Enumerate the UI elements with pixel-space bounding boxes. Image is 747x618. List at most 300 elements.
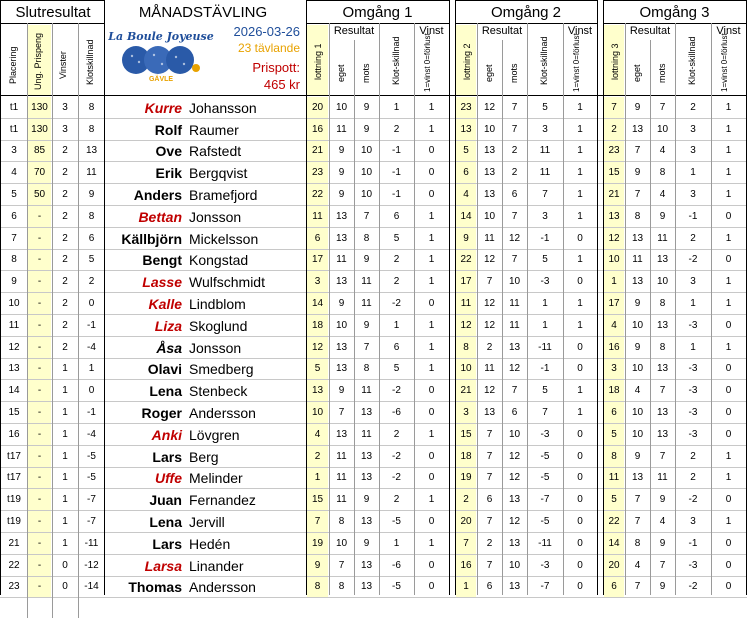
- wins-cell: 2: [62, 232, 68, 244]
- diff-cell: 13: [85, 145, 98, 157]
- round-3-klotskillnad-cell: 3: [690, 123, 696, 135]
- round-3-mots-cell: 8: [659, 298, 666, 310]
- round-3-mots-cell: 11: [657, 472, 668, 484]
- round-1-eget-cell: 13: [335, 341, 348, 353]
- round-3-vinst-cell: 0: [725, 254, 732, 266]
- wins-cell: 1: [62, 537, 68, 549]
- diff-cell: 6: [88, 232, 95, 244]
- round-3-vinst-cell: 1: [725, 276, 732, 288]
- round-3-eget-cell: 13: [631, 276, 644, 288]
- round-1-klotskillnad-cell: 1: [393, 537, 400, 549]
- round-3-lottning-cell: 5: [611, 428, 617, 440]
- prize-cell: -: [37, 298, 42, 310]
- round-2-eget-cell: 2: [486, 537, 493, 549]
- round-2-eget-cell: 7: [486, 559, 493, 571]
- round-2-klotskillnad-cell: 5: [542, 101, 548, 113]
- round-3-eget-cell: 13: [631, 232, 644, 244]
- round-1-vinst-cell: 1: [428, 537, 435, 549]
- round-1-vinst-cell: 1: [428, 319, 435, 331]
- round-1-eget-cell: 13: [335, 428, 348, 440]
- row-separator: [0, 161, 747, 162]
- round-2-mots-cell: 12: [508, 516, 521, 528]
- round-3-vinst-cell: 1: [725, 145, 732, 157]
- table-row: [0, 446, 747, 468]
- round-3-vinst-cell: 0: [725, 581, 732, 593]
- diff-cell: 8: [88, 101, 95, 113]
- row-separator: [0, 227, 747, 228]
- grid-line: [455, 0, 456, 595]
- table-row: [0, 468, 747, 490]
- round-2-mots-cell: 10: [508, 559, 521, 571]
- round-2-eget-cell: 7: [486, 472, 493, 484]
- round-2-mots-cell: 11: [509, 319, 520, 331]
- first-name: Åsa: [156, 339, 182, 356]
- round-2-lottning-cell: 18: [460, 450, 472, 462]
- round-2-vinst-cell: 0: [577, 363, 583, 375]
- round-3-klotskillnad-cell: -3: [688, 407, 698, 419]
- round-3-lottning-cell: 3: [611, 363, 617, 375]
- placement-cell: t1: [9, 123, 19, 135]
- table-row: [0, 206, 747, 228]
- round-2-eget-cell: 12: [483, 254, 496, 266]
- diff-cell: -5: [87, 472, 96, 484]
- first-name: Juan: [149, 492, 182, 509]
- round-3-vinst-cell: 1: [725, 232, 732, 244]
- round-2-head-resultat: Resultat: [481, 25, 523, 37]
- round-1-lottning-cell: 11: [312, 210, 323, 222]
- round-3-lottning-cell: 7: [611, 101, 617, 113]
- placement-cell: t19: [7, 494, 21, 506]
- placement-cell: 16: [8, 428, 20, 440]
- round-3-klotskillnad-cell: -2: [688, 254, 698, 266]
- table-row: [0, 555, 747, 577]
- round-2-vinst-cell: 1: [577, 254, 583, 266]
- round-3-eget-cell: 13: [631, 472, 644, 484]
- round-2-eget-cell: 12: [483, 298, 496, 310]
- first-name: Lars: [152, 535, 182, 552]
- round-1-eget-cell: 11: [336, 450, 347, 462]
- round-2-lottning-cell: 7: [463, 537, 469, 549]
- grid-line: [603, 0, 746, 1]
- first-name: Liza: [154, 317, 182, 334]
- round-2-lottning-cell: 6: [463, 167, 469, 179]
- round-1-klotskillnad-cell: -2: [392, 450, 401, 462]
- round-3-vinst-cell: 1: [725, 341, 732, 353]
- round-3-vinst-cell: 1: [725, 450, 732, 462]
- round-2-mots-cell: 7: [511, 101, 518, 113]
- prize-cell: -: [37, 210, 42, 222]
- wins-cell: 3: [62, 101, 68, 113]
- first-name: Olavi: [147, 361, 182, 378]
- round-1-lottning-cell: 23: [311, 167, 324, 179]
- table-row: [0, 577, 747, 599]
- round-1-eget-cell: 11: [336, 123, 347, 135]
- round-2-eget-cell: 10: [483, 123, 496, 135]
- round-1-eget-cell: 13: [335, 276, 348, 288]
- round-2-mots-cell: 13: [508, 537, 521, 549]
- round-3-lottning-cell: 6: [611, 581, 617, 593]
- wins-cell: 2: [62, 254, 68, 266]
- round-2-vinst-cell: 1: [577, 101, 583, 113]
- round-1-eget-cell: 10: [335, 319, 348, 331]
- grid-line: [329, 23, 330, 595]
- round-2-eget-cell: 11: [484, 363, 495, 375]
- prize-cell: -: [37, 472, 42, 484]
- placement-cell: 7: [11, 232, 17, 244]
- table-row: [0, 97, 747, 119]
- round-1-mots-cell: 13: [360, 516, 373, 528]
- round-1-klotskillnad-cell: -1: [392, 189, 401, 201]
- round-2-vinst-cell: 0: [577, 537, 583, 549]
- grid-line: [603, 0, 604, 595]
- round-1-lottning-cell: 4: [314, 428, 321, 440]
- round-1-lottning-cell: 19: [311, 537, 324, 549]
- round-1-klotskillnad-cell: 2: [393, 123, 400, 135]
- placement-cell: 22: [8, 559, 20, 571]
- round-2-klotskillnad-cell: 1: [542, 319, 548, 331]
- table-row: [0, 141, 747, 163]
- row-separator: [0, 445, 747, 446]
- row-separator: [0, 379, 747, 380]
- round-3-mots-cell: 13: [656, 407, 669, 419]
- round-1-mots-cell: 8: [363, 232, 370, 244]
- round-3-lottning-cell: 11: [608, 472, 620, 484]
- round-2-klotskillnad-cell: -1: [540, 232, 550, 244]
- round-3-klotskillnad-cell: 2: [690, 232, 696, 244]
- last-name: Johansson: [189, 99, 257, 116]
- round-2-lottning-cell: 10: [460, 363, 472, 375]
- wins-cell: 1: [62, 363, 68, 375]
- round-1-lottning-cell: 20: [311, 101, 324, 113]
- round-1-mots-cell: 9: [363, 319, 370, 331]
- round-1-klotskillnad-cell: 2: [393, 276, 400, 288]
- round-1-mots-cell: 11: [361, 276, 372, 288]
- grid-line: [379, 23, 380, 595]
- round-3-lottning-cell: 17: [608, 298, 620, 310]
- grid-line: [0, 0, 1, 595]
- diff-cell: -1: [87, 407, 96, 419]
- round-3-mots-cell: 13: [656, 319, 669, 331]
- round-3-mots-cell: 4: [659, 516, 666, 528]
- round-2-klotskillnad-cell: -5: [540, 450, 550, 462]
- round-2-klotskillnad-cell: 5: [542, 254, 548, 266]
- round-1-klotskillnad-cell: 5: [393, 363, 400, 375]
- grid-line: [675, 23, 676, 595]
- wins-cell: 2: [62, 276, 68, 288]
- round-2-mots-cell: 12: [508, 232, 521, 244]
- round-2-lottning-cell: 22: [460, 254, 472, 266]
- round-3-vinst-cell: 0: [725, 407, 732, 419]
- round-3-lottning-cell: 2: [611, 123, 617, 135]
- round-3-klotskillnad-cell: 2: [690, 450, 696, 462]
- round-2-klotskillnad-cell: -7: [540, 494, 550, 506]
- round-2-vinst-cell: 1: [577, 167, 583, 179]
- first-name: Bengt: [142, 252, 182, 269]
- round-2-lottning-cell: 11: [460, 298, 472, 310]
- round-1-mots-cell: 10: [360, 189, 373, 201]
- round-3-klotskillnad-cell: 3: [690, 516, 696, 528]
- last-name: Mickelsson: [189, 230, 259, 247]
- round-3-eget-cell: 11: [632, 254, 643, 266]
- round-2-klotskillnad-cell: 7: [542, 189, 548, 201]
- round-2-mots-cell: 2: [511, 145, 518, 157]
- round-2-eget-cell: 2: [486, 341, 493, 353]
- round-2-eget-cell: 12: [483, 385, 496, 397]
- first-name: Kalle: [148, 296, 182, 313]
- round-1-vinst-cell: 0: [428, 450, 435, 462]
- round-1-klotskillnad-cell: 2: [393, 494, 400, 506]
- row-separator: [0, 401, 747, 402]
- round-3-eget-cell: 7: [634, 581, 641, 593]
- round-2-lottning-cell: 15: [460, 428, 472, 440]
- round-1-eget-cell: 10: [335, 537, 348, 549]
- round-2-mots-cell: 11: [509, 298, 520, 310]
- row-separator: [0, 554, 747, 555]
- round-3-mots-cell: 9: [659, 537, 666, 549]
- round-3-eget-cell: 7: [634, 494, 641, 506]
- round-1-lottning-cell: 22: [311, 189, 324, 201]
- first-name: Källbjörn: [121, 230, 182, 247]
- prize-cell: -: [37, 450, 42, 462]
- round-1-vinst-cell: 1: [428, 210, 435, 222]
- diff-cell: 1: [88, 363, 95, 375]
- logo-text: La Boule Joyeuse: [108, 30, 214, 43]
- round-1-eget-cell: 13: [335, 210, 348, 222]
- table-row: [0, 380, 747, 402]
- round-2-lottning-cell: 3: [463, 407, 469, 419]
- table-row: [0, 402, 747, 424]
- first-name: Lasse: [142, 274, 182, 291]
- diff-cell: -7: [87, 494, 96, 506]
- round-3-eget-cell: 7: [634, 189, 641, 201]
- first-name: Thomas: [128, 579, 182, 596]
- round-1-vinst-cell: 0: [428, 189, 435, 201]
- prize-cell: -: [37, 428, 42, 440]
- round-3-vinst-cell: 1: [725, 101, 732, 113]
- last-name: Bramefjord: [189, 187, 258, 204]
- round-3-mots-cell: 13: [656, 363, 669, 375]
- round-3-mots-cell: 9: [659, 581, 666, 593]
- round-1-mots-cell: 9: [363, 537, 370, 549]
- round-1-mots-cell: 9: [363, 123, 370, 135]
- table-row: [0, 271, 747, 293]
- grid-line: [650, 40, 651, 595]
- col-head-prispeng: Ung. Prispeng: [33, 32, 43, 90]
- round-2-head-klotskillnad: Klot-skillnad: [539, 36, 549, 86]
- prize-cell: -: [37, 407, 42, 419]
- diff-cell: 0: [88, 298, 95, 310]
- round-3-klotskillnad-cell: -3: [688, 559, 698, 571]
- grid-line: [502, 40, 503, 595]
- prize-cell: 50: [33, 189, 46, 201]
- round-3-eget-cell: 9: [634, 167, 641, 179]
- round-3-eget-cell: 7: [634, 145, 641, 157]
- round-3-klotskillnad-cell: -1: [688, 537, 698, 549]
- round-2-lottning-cell: 23: [460, 101, 472, 113]
- round-1-lottning-cell: 21: [311, 145, 324, 157]
- round-2-lottning-cell: 16: [460, 559, 472, 571]
- round-3-mots-cell: 13: [656, 428, 669, 440]
- round-3-eget-cell: 7: [634, 516, 641, 528]
- round-1-eget-cell: 7: [338, 407, 345, 419]
- diff-cell: 8: [88, 210, 95, 222]
- round-2-eget-cell: 6: [486, 581, 493, 593]
- prize-pool-value: 465 kr: [263, 77, 300, 92]
- round-1-eget-cell: 13: [335, 232, 348, 244]
- placement-cell: 23: [8, 581, 20, 593]
- round-2-lottning-cell: 1: [463, 581, 469, 593]
- wins-cell: 2: [62, 341, 68, 353]
- round-3-head-vinst-legend: 1=vinst 0=förlust: [720, 33, 729, 92]
- round-2-head-mots: mots: [509, 63, 519, 83]
- wins-cell: 1: [62, 472, 68, 484]
- round-3-mots-cell: 10: [656, 123, 669, 135]
- row-separator: [0, 205, 747, 206]
- round-3-klotskillnad-cell: -3: [688, 385, 698, 397]
- round-3-vinst-cell: 0: [725, 210, 732, 222]
- wins-cell: 1: [62, 450, 68, 462]
- first-name: Ove: [155, 143, 182, 160]
- round-3-head-klotskillnad: Klot-skillnad: [687, 36, 697, 86]
- first-name: Kurre: [144, 99, 182, 116]
- round-1-klotskillnad-cell: -1: [392, 145, 401, 157]
- round-3-vinst-cell: 0: [725, 537, 732, 549]
- round-3-lottning-cell: 4: [611, 319, 617, 331]
- round-2-lottning-cell: 14: [460, 210, 472, 222]
- diff-cell: -11: [84, 537, 99, 549]
- round-3-mots-cell: 7: [659, 450, 666, 462]
- round-2-mots-cell: 6: [511, 407, 518, 419]
- round-2-vinst-cell: 1: [577, 189, 583, 201]
- round-1-klotskillnad-cell: -2: [392, 385, 401, 397]
- round-3-vinst-cell: 0: [725, 428, 732, 440]
- round-2-vinst-cell: 0: [577, 450, 583, 462]
- prize-pool-label: Prispott:: [252, 60, 300, 75]
- last-name: Lövgren: [189, 426, 240, 443]
- round-3-mots-cell: 8: [659, 341, 666, 353]
- round-3-eget-cell: 8: [634, 210, 641, 222]
- round-3-klotskillnad-cell: -3: [688, 319, 698, 331]
- round-2-vinst-cell: 0: [577, 494, 583, 506]
- diff-cell: -4: [87, 428, 96, 440]
- round-3-vinst-cell: 1: [725, 189, 732, 201]
- round-2-klotskillnad-cell: -11: [538, 341, 552, 353]
- round-3-lottning-cell: 15: [608, 167, 620, 179]
- wins-cell: 0: [62, 559, 68, 571]
- first-name: Larsa: [144, 557, 182, 574]
- round-1-lottning-cell: 12: [311, 341, 324, 353]
- round-3-eget-cell: 9: [634, 450, 641, 462]
- placement-cell: 5: [11, 189, 17, 201]
- round-3-eget-cell: 4: [634, 559, 641, 571]
- round-2-eget-cell: 7: [486, 276, 493, 288]
- round-3-mots-cell: 13: [656, 254, 669, 266]
- first-name: Lena: [149, 383, 182, 400]
- round-3-klotskillnad-cell: 1: [690, 298, 696, 310]
- grid-line: [711, 23, 712, 595]
- placement-cell: 21: [8, 537, 20, 549]
- round-1-mots-cell: 13: [360, 581, 373, 593]
- last-name: Melinder: [189, 470, 243, 487]
- col-head-vinster: Vinster: [58, 51, 68, 79]
- grid-line: [0, 0, 104, 1]
- round-1-eget-cell: 9: [338, 167, 345, 179]
- round-1-vinst-cell: 1: [428, 101, 435, 113]
- round-2-vinst-cell: 0: [577, 472, 583, 484]
- row-separator: [0, 597, 747, 598]
- round-1-head-mots: mots: [361, 63, 371, 83]
- round-3-klotskillnad-cell: -2: [688, 581, 698, 593]
- round-1-mots-cell: 7: [363, 210, 370, 222]
- last-name: Hedén: [189, 535, 231, 552]
- round-2-mots-cell: 7: [511, 385, 518, 397]
- diff-cell: 5: [88, 254, 95, 266]
- row-separator: [0, 118, 747, 119]
- round-1-lottning-cell: 5: [314, 363, 321, 375]
- round-2-vinst-cell: 0: [577, 559, 583, 571]
- placement-cell: 8: [11, 254, 17, 266]
- round-3-lottning-cell: 8: [611, 450, 617, 462]
- round-1-vinst-cell: 0: [428, 385, 435, 397]
- col-head-placering: Placering: [8, 46, 18, 84]
- diff-cell: 8: [88, 123, 95, 135]
- round-1-head-lottning: lottning 1: [313, 43, 323, 81]
- prize-cell: 70: [33, 167, 46, 179]
- round-2-vinst-cell: 1: [577, 210, 583, 222]
- round-3-lottning-cell: 18: [608, 385, 620, 397]
- row-separator: [0, 314, 747, 315]
- first-name: Uffe: [155, 470, 182, 487]
- round-1-vinst-cell: 1: [428, 254, 435, 266]
- round-2-klotskillnad-cell: 11: [539, 145, 551, 157]
- first-name: Anders: [133, 187, 182, 204]
- placement-cell: 3: [11, 145, 17, 157]
- round-1-vinst-cell: 1: [428, 123, 435, 135]
- round-2-klotskillnad-cell: -5: [540, 516, 550, 528]
- placement-cell: 9: [11, 276, 17, 288]
- diff-cell: -14: [84, 581, 99, 593]
- round-2-mots-cell: 7: [511, 210, 518, 222]
- prize-cell: -: [37, 494, 42, 506]
- round-1-mots-cell: 13: [360, 450, 373, 462]
- round-3-eget-cell: 8: [634, 537, 641, 549]
- prize-cell: -: [37, 341, 42, 353]
- round-3-mots-cell: 9: [659, 210, 666, 222]
- prize-cell: 130: [31, 101, 48, 113]
- round-1-mots-cell: 13: [360, 559, 373, 571]
- round-3-eget-cell: 9: [634, 101, 641, 113]
- row-separator: [0, 467, 747, 468]
- round-3-eget-cell: 10: [631, 407, 644, 419]
- grid-line: [306, 23, 449, 24]
- round-3-klotskillnad-cell: 1: [690, 341, 696, 353]
- round-2-lottning-cell: 4: [463, 189, 469, 201]
- round-1-eget-cell: 9: [338, 298, 345, 310]
- grid-line: [527, 23, 528, 595]
- table-row: [0, 533, 747, 555]
- round-2-mots-cell: 13: [508, 341, 521, 353]
- wins-cell: 1: [62, 428, 68, 440]
- col-head-klotskillnad: Klotskillnad: [85, 39, 95, 85]
- grid-line: [455, 0, 597, 1]
- round-2-klotskillnad-cell: -1: [540, 363, 550, 375]
- grid-line: [52, 23, 53, 618]
- table-row: [0, 293, 747, 315]
- round-3-head-lottning: lottning 3: [610, 43, 620, 81]
- round-3-head-vinst: Vinst: [716, 25, 741, 37]
- round-1-vinst-cell: 1: [428, 341, 435, 353]
- round-1-mots-cell: 10: [360, 167, 373, 179]
